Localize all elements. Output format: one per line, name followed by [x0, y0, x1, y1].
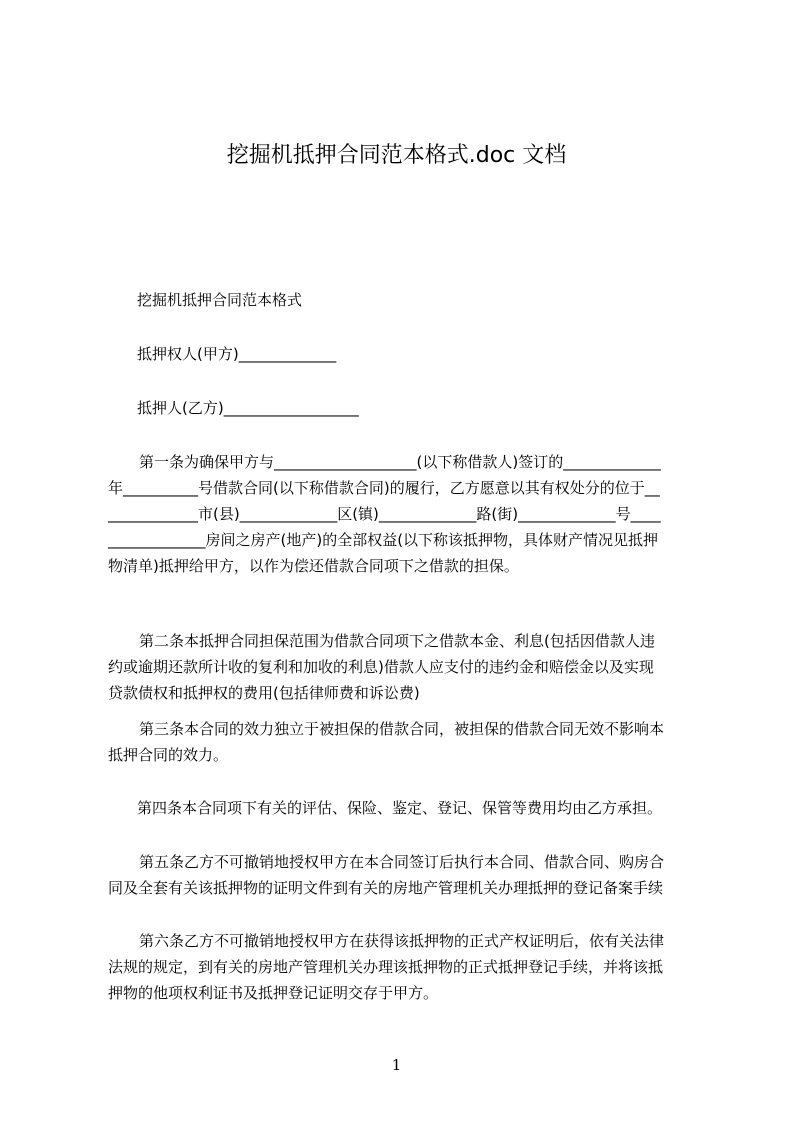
- article-1-line: _____________房间之房产(地产)的全部权益(以下称该抵押物，具体财产情况见抵押: [108, 531, 659, 549]
- article-3-line: 抵押合同的效力。: [108, 746, 229, 764]
- article-6-line: 第六条乙方不可撤销地授权甲方在获得该抵押物的正式产权证明后，依有关法律: [139, 932, 665, 950]
- article-6-line: 押物的他项权利证书及抵押登记证明交存于甲方。: [108, 984, 439, 1002]
- article-5-line: 第五条乙方不可撤销地授权甲方在本合同签订后执行本合同、借款合同、购房合: [139, 853, 665, 871]
- article-1-line: 物清单)抵押给甲方，以作为偿还借款合同项下之借款的担保。: [108, 557, 519, 575]
- article-6-line: 法规的规定，到有关的房地产管理机关办理该抵押物的正式抵押登记手续，并将该抵: [108, 958, 664, 976]
- mortgagor-field-line: 抵押人(乙方)__________________: [137, 399, 359, 417]
- article-2-line: 贷款债权和抵押权的费用(包括律师费和诉讼费): [108, 684, 420, 702]
- article-2-line: 约或逾期还款所计收的复利和加收的利息)借款人应支付的违约金和赔偿金以及实现: [108, 658, 654, 676]
- article-1-line: 第一条为确保甲方与___________________(以下称借款人)签订的_____________: [139, 453, 661, 471]
- doc-subtitle-line: 挖掘机抵押合同范本格式: [137, 291, 303, 309]
- article-4-line: 第四条本合同项下有关的评估、保险、鉴定、登记、保管等费用均由乙方承担。: [137, 799, 663, 817]
- article-1-line: ____________市(县)_____________区(镇)_____________路(街)_____________号____: [108, 505, 661, 523]
- article-5-line: 同及全套有关该抵押物的证明文件到有关的房地产管理机关办理抵押的登记备案手续: [108, 879, 664, 897]
- article-1-line: 年__________号借款合同(以下称借款合同)的履行，乙方愿意以其有权处分的位于__: [108, 479, 660, 497]
- page-number: 1: [391, 1056, 402, 1074]
- document-title: 挖掘机抵押合同范本格式.doc 文档: [226, 143, 567, 168]
- article-3-line: 第三条本合同的效力独立于被担保的借款合同，被担保的借款合同无效不影响本: [139, 720, 665, 738]
- article-2-line: 第二条本抵押合同担保范围为借款合同项下之借款本金、利息(包括因借款人违: [139, 632, 655, 650]
- mortgagee-field-line: 抵押权人(甲方)_____________: [137, 345, 337, 363]
